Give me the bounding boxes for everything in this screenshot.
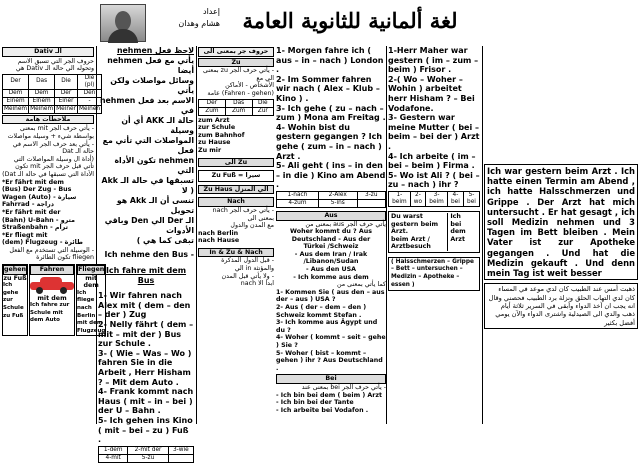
exercise-item: 2- Im Sommer fahren wir nach ( Alex – Klub – Kino ) . [276, 74, 380, 103]
table-header: Der [3, 74, 29, 89]
bei-line: - يأتي حرف الجر bei بمعنى عند [301, 383, 386, 391]
zu-line: (Fahren - gehen) عامة [207, 89, 274, 97]
compare-line: والمؤنثة in الي [234, 265, 274, 273]
zu-example: zu Hause [198, 139, 231, 147]
exercise-item: 5- Ich gehen ins Kino ( mit – bei – zu ) Fuß . [98, 415, 193, 445]
answers-table [388, 191, 480, 207]
author-credit [150, 6, 220, 30]
answer-cell: 2-wo [410, 191, 425, 206]
exercise-item: 1- Wir fahren nach Alex mit ( dem – den – der ) Zug [98, 291, 191, 320]
note-line: (Bus) Der Zug - Bus [2, 186, 72, 194]
dialog-line: beim Arzt / [391, 235, 430, 243]
answer-cell: 3-zu [357, 191, 385, 199]
note-line: - الوسيلة التي تستخدم مع الفعل fliegen تكون الطائرة [9, 246, 94, 262]
exercise-item: 2- Nelly fährt ( dem – mit – mit der ) Bus zur Schule . [98, 319, 194, 349]
answer-cell: 1-nach [277, 191, 319, 199]
dialog-line: Du warst gestern beim Arzt. [391, 212, 439, 236]
zu-example: zum Arzt [198, 116, 230, 124]
table-cell: Einem [3, 97, 29, 105]
note-line: *Er fährt mit der [2, 208, 61, 216]
dativ-table [2, 74, 102, 114]
note-line: Fahrrad - دراجة [2, 201, 55, 209]
exercise-item: 1- Kommen Sie ( aus den – aus der – aus ) USA ? [276, 288, 385, 304]
grid-header: gehen [4, 266, 27, 274]
answers-table [98, 446, 194, 463]
grid-sub: mit dem [37, 294, 67, 302]
table-cell: Meinem [30, 105, 54, 112]
table-cell: Meinen [78, 105, 101, 112]
zu-line: - يأتي حرف الجر zu بمعنى الي مع [203, 67, 274, 82]
nehmen-line: وسائل مواصلات ولكن يأتي [110, 76, 194, 95]
note-line: (dem) Flugzeug - طائرة [2, 239, 83, 247]
author-name: هشام وهدان [178, 19, 220, 28]
dialog-box [388, 211, 480, 253]
transport-grid [2, 264, 106, 336]
answer-cell: 1-beim [389, 191, 411, 206]
dativ-intro: حروف الجر التي تسبق الاسم وتحوله الي حالة الـ Dativ هي [15, 57, 94, 73]
exercise-item: 5- Woher ( bist – kommt – gehen ) ihr ? Aus Deutschland . [276, 349, 383, 372]
note-line: *Er fährt mit dem [2, 178, 64, 186]
dialog-side: Ich [450, 212, 461, 220]
column-zu-nach [198, 46, 274, 424]
zu-note: الى Zu [198, 158, 274, 168]
table-header: Das [225, 99, 252, 107]
table-header: Die [55, 74, 78, 89]
note-line: Wagen (Auto) - سيارة [2, 193, 77, 201]
aus-line: Woher kommt du ? Aus [290, 228, 372, 236]
exercise-item: 4- Frank kommt nach Haus ( mit – in – bei ) der U – Bahn . [98, 387, 194, 416]
haus-heading: Zu Haus الي المنزل [198, 185, 274, 195]
nehmen-line: يأتي مع فعل nehmen أيضا [107, 56, 194, 75]
grid-sub: mit dem [83, 274, 99, 290]
answer-cell: 3-beim [426, 191, 448, 206]
table-cell: Meinem [4, 105, 28, 112]
table-cell: Einer [55, 97, 78, 105]
section-heading-dativ: Dativ الـ [2, 47, 94, 57]
answer-cell: 4-mit [99, 454, 128, 462]
exercise-item: 2-( Wo – Woher – Wohin ) arbeitet herr Hisham ? – Bei Vodafone. [388, 74, 475, 113]
zu-heading: Zu [198, 58, 274, 68]
aus-line: كما يأتي بمعنى من [337, 281, 386, 289]
page-title: لغة ألمانية للثانوية العامة [242, 8, 458, 33]
car-icon [30, 277, 74, 293]
exercise-item: 5- Ali geht ( ins – in den – in die ) Kino am Abend . [276, 161, 386, 190]
note-line: - يأتي بعد حرف الجر الاسم في حالة الـ Dat [12, 140, 94, 156]
aus-line: /Libanon/Sudan [303, 258, 359, 266]
aus-heading: Aus [276, 211, 386, 221]
note-line: (أداة ال وسيلة المواصلات التي تأتي قبل حرف الجر mit تكون الأداة التي تسبقها في حالة الـ Dat) [2, 155, 94, 178]
nehmen-line: تبقى كما هي ) [136, 236, 194, 245]
answer-cell: 2-mit der [128, 446, 168, 454]
exercise-item: 4- Wohin bist du gestern gegangen ? Ich gehe ( zum – in – nach ) Arzt . [276, 122, 383, 161]
nach-line: nach Hause [198, 237, 240, 245]
answer-cell: 2-Alex [318, 191, 357, 199]
table-cell: Meiner [56, 105, 76, 112]
exercise-item: 1- Morgen fahre ich ( aus – in – nach ) London . [276, 46, 384, 75]
exercise-item: 3- Gestern war meine Mutter ( bei – beim – bei der ) Arzt . [388, 113, 480, 151]
zufuss-heading: Zu Fuß = سيرا [198, 170, 274, 182]
compare-line: - قبل الدول المذكرة [221, 257, 274, 265]
section-heading-prepositions: حروف جر بمعنى الى [198, 47, 274, 57]
answer-cell: 4-bei [447, 191, 463, 206]
nehmen-line: تسبقها في حالة الـ Akk ( لا [101, 176, 194, 195]
compare-line: ابدا الا nach [240, 280, 274, 288]
aus-line: Türkei /Schweiz [303, 243, 359, 251]
table-cell: Zum [225, 107, 252, 115]
nehmen-line: المواصلات التي تأتي مع فعل [102, 136, 194, 155]
note-line: (Bahn) U-Bahn - مترو [2, 216, 76, 224]
story-text: Ich war gestern beim Arzt . Ich hatte einen Termin am Abend , ich hatte Halsschmerzen und Grippe . Der Arzt hat mich untersucht . Er hat gesagt , ich soll Medizin nehmen und 3 Tagen im Bett bleiben . Mein Vater ist zur Apotheke gegangen . Und hat die Medizin gekauft . Und denn mein Tag ist weit besser [484, 164, 638, 280]
exercise-item: 5- Wo ist Ali ? ( bei – zu – nach ) ihr ? [388, 170, 480, 190]
nach-line: - يأتي حرف الجر nach بمعنى الى [212, 206, 274, 222]
grid-header: Fliegen [78, 266, 105, 274]
table-header: Die (pl) [77, 74, 101, 89]
dialog-side: bei [450, 220, 462, 228]
zu-example: zum Bahnhof [198, 131, 245, 139]
table-cell: Dem [3, 89, 29, 97]
answer-cell: 5-zu [128, 454, 168, 462]
nehmen-line: تنسى أن الـ Akk هو تحويل [116, 196, 194, 215]
grid-example: Ich fliege nach Berlin mit dem Flugzeug [77, 289, 106, 334]
table-cell: - [77, 97, 101, 105]
note-line: *Er fliegt mit [2, 231, 48, 239]
bei-line: - Ich arbeite bei Vodafon . [276, 406, 369, 414]
section-heading-nehmen: لاحظ فعل nehmen [116, 46, 194, 55]
dialog-line: Arztbesuch [391, 243, 431, 251]
bei-line: - Ich bin bei dem ( beim ) Arzt [276, 391, 383, 399]
aus-line: Deutschland - Aus der [291, 235, 371, 243]
table-cell: Zur [252, 107, 273, 115]
story-translation: ذهبت أمس عند الطبيب كان لدي موعد في المساء كان لدي التهاب الحلق ونزلة برد الطبيب فحصني وقال انه يجب ان آخذ الدواء وأبقى في السرير ثلاثة أيام ذهب والدي الى الصيدلية واشترى الدواء والآن يومي أفضل بكثير [484, 283, 638, 329]
aus-line: - Aus den USA [305, 266, 357, 274]
note-line: Straßenbahn - ترام [2, 224, 68, 232]
table-cell: Der [55, 89, 78, 97]
zu-line: الأشخاص - الأماكن [225, 82, 274, 90]
nehmen-example: - Ich nehme den Bus [104, 250, 194, 259]
nach-line: nach Berlin [198, 229, 239, 237]
bei-heading: Bei [276, 374, 386, 384]
nehmen-line: الـ Der الي Den وباقي الأدوات [104, 216, 194, 235]
exercise-item: 1-Herr Maher war gestern ( im – zum – beim ) Frisor . [388, 46, 479, 75]
answer-cell: 5-ins [318, 199, 357, 207]
table-header: Der [199, 99, 226, 107]
grid-example: Ich gehe zur Schule zu Fuß [3, 282, 24, 319]
bei-line: - Ich bin bei der Tante [276, 399, 354, 407]
zu-table [198, 99, 274, 116]
aus-line: يأتي حرف الجر aus بمعنى من [305, 220, 386, 228]
note-line: - يأتي حرف الجر mit بمعنى بواسطة شيء + وسيلة مواصلات [7, 125, 94, 140]
nach-line: مع المدن والدول [230, 222, 274, 230]
table-header: Die [252, 99, 273, 107]
notes-heading: ملاحظات هامة [2, 115, 94, 125]
table-cell: Einem [29, 97, 55, 105]
column-nehmen [98, 46, 194, 461]
answer-cell: 1-dem [99, 446, 128, 454]
dialog-side: dem Arzt [450, 228, 466, 243]
table-header: Das [29, 74, 55, 89]
table-cell: Den [77, 89, 101, 97]
aus-line: - Ich komme aus dem [293, 273, 369, 281]
table-cell: Dem [29, 89, 55, 97]
grid-example: Ich fahre zur Schule mit dem Auto [30, 302, 70, 324]
fahren-example: Ich fahre mit dem Bus [105, 266, 187, 285]
answer-cell: 4-zum [277, 199, 319, 207]
exercise-item: 4- Woher ( kommt – seit – gehe ) Sie ? [276, 334, 386, 349]
vocab-box: ( Halsschmerzen – Grippe – Bett – untersuchen – Medizin – Apotheke – essen ) [388, 257, 480, 291]
column-story [484, 46, 638, 424]
compare-heading: In & Zu & Nach [198, 248, 274, 258]
nehmen-line: حالة الـ AKK أي أن وسيلة [121, 116, 194, 135]
exercise-item: 4- Ich arbeite ( im – bei – beim ) Firma . [388, 151, 476, 171]
zu-example: Zu mir [198, 146, 222, 154]
grid-sub: zu Fuß [3, 274, 27, 282]
answer-cell: 3-wie [168, 446, 193, 454]
grid-header: Fahren [30, 265, 74, 275]
column-exercises-aus [276, 46, 386, 424]
exercise-item: 3- Ich komme aus Ägypt und du ? [276, 319, 378, 334]
answer-cell: 5-bei [463, 191, 479, 206]
nach-heading: Nach [198, 197, 274, 207]
exercise-item: 3- ( Wie – Was – Wo ) fahren Sie in die Arbeit , Herr Hisham ? – Mit dem Auto . [98, 348, 192, 387]
author-photo [100, 4, 146, 42]
exercise-item: 3- Ich gehe ( zu – nach – zum ) Mona am Freitag . [276, 103, 386, 123]
column-dativ [2, 46, 106, 424]
prepared-by-label: إعداد [203, 7, 220, 16]
exercise-item: 2- Aus ( der – dem – den ) Schweiz kommt Stefan . [276, 304, 367, 319]
table-cell: Zum [199, 107, 226, 115]
column-bei-exercises [388, 46, 480, 424]
nehmen-line: الاسم بعد فعل nehmen في [99, 96, 194, 115]
nehmen-line: nehmen تكون الأداة التي [114, 156, 194, 175]
compare-line: - ولا يأتي قبل المدن [221, 272, 274, 280]
answers-table [276, 191, 386, 208]
zu-example: zur Schule [198, 124, 236, 132]
aus-line: - Aus dem Iran / Irak [294, 250, 368, 258]
